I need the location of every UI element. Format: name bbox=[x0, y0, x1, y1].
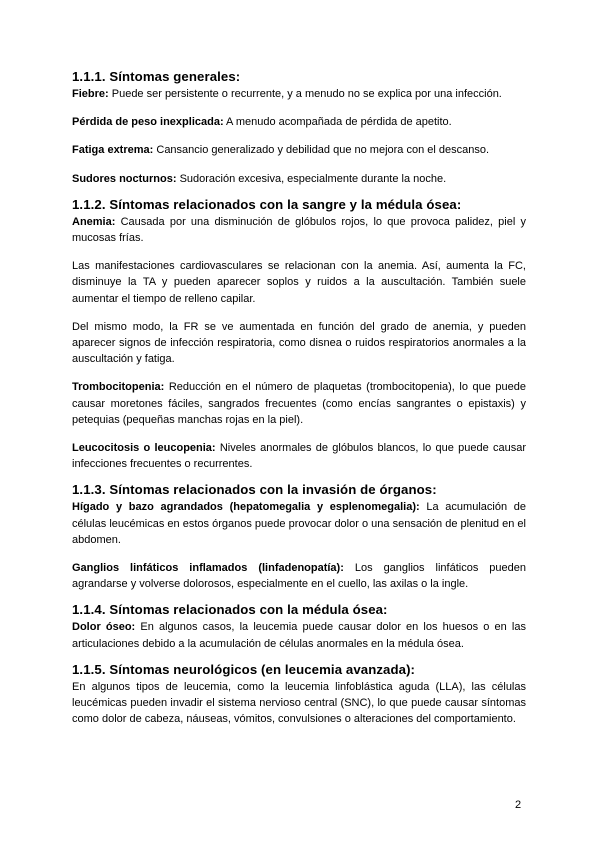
paragraph-text: En algunos casos, la leucemia puede causar dolor en los huesos o en las articulaciones debido a la acumulación de células anormales en la médula ósea. bbox=[72, 621, 526, 650]
paragraph bbox=[72, 379, 526, 428]
page-number: 2 bbox=[515, 799, 522, 811]
paragraph-text: A menudo acompañada de pérdida de apetito. bbox=[223, 116, 452, 129]
section-organ-invasion-symptoms bbox=[72, 481, 526, 592]
paragraph-text: La acumulación de células leucémicas en estos órganos puede provocar dolor o una sensación de plenitud en el abdomen. bbox=[72, 501, 527, 546]
paragraph-term: Fiebre: bbox=[72, 88, 109, 100]
paragraph-term: Sudores nocturnos: bbox=[72, 172, 177, 185]
paragraph-term: Trombocitopenia: bbox=[72, 381, 165, 394]
section-heading: 1.1.4. Síntomas relacionados con la médula ósea: bbox=[72, 602, 388, 618]
section-general-symptoms bbox=[72, 68, 526, 187]
paragraph-text: Cansancio generalizado y debilidad que no mejora con el descanso. bbox=[153, 144, 490, 157]
paragraph-text: Causada por una disminución de glóbulos rojos, lo que provoca palidez, piel y mucosas frías. bbox=[72, 215, 526, 245]
paragraph-term: Ganglios linfáticos inflamados (linfadenopatía): bbox=[72, 562, 344, 575]
section-neurological-symptoms bbox=[72, 661, 526, 728]
paragraph-text: Niveles anormales de glóbulos blancos, lo que puede causar infecciones frecuentes o recurrentes. bbox=[72, 442, 526, 471]
paragraph bbox=[72, 86, 526, 102]
paragraph-term: Hígado y bazo agrandados (hepatomegalia y esplenomegalia): bbox=[72, 501, 420, 514]
paragraph bbox=[72, 560, 526, 592]
section-heading: 1.1.3. Síntomas relacionados con la invasión de órganos: bbox=[72, 482, 437, 498]
paragraph-term: Fatiga extrema: bbox=[72, 144, 154, 157]
paragraph bbox=[72, 114, 526, 130]
paragraph bbox=[72, 679, 526, 728]
document-page bbox=[72, 68, 526, 727]
paragraph bbox=[72, 258, 526, 307]
paragraph bbox=[72, 440, 526, 472]
section-heading: 1.1.2. Síntomas relacionados con la sangre y la médula ósea: bbox=[72, 196, 462, 212]
paragraph-term: Dolor óseo: bbox=[72, 621, 136, 634]
paragraph-text: Del mismo modo, la FR se ve aumentada en función del grado de anemia, y pueden aparecer signos de infección respiratoria, como disnea o ruidos respiratorios anormales a la auscultación y fatiga. bbox=[72, 320, 526, 366]
paragraph-text: Sudoración excesiva, especialmente durante la noche. bbox=[176, 172, 447, 185]
section-blood-marrow-symptoms bbox=[72, 196, 526, 473]
paragraph-text: En algunos tipos de leucemia, como la leucemia linfoblástica aguda (LLA), las células leucémicas pueden invadir el sistema nervioso central (SNC), lo que puede causar síntomas como dolor de cabeza, náuseas, vómitos, convulsiones o alteraciones del comportamiento. bbox=[72, 680, 526, 726]
paragraph bbox=[72, 499, 526, 548]
paragraph-term: Anemia: bbox=[72, 215, 116, 228]
paragraph-text: Las manifestaciones cardiovasculares se relacionan con la anemia. Así, aumenta la FC, disminuye la TA y pueden aparecer soplos y ruidos a la auscultación. También suele aumentar el tiempo de relleno capilar. bbox=[72, 260, 526, 305]
paragraph bbox=[72, 142, 526, 158]
section-bone-marrow-symptoms bbox=[72, 601, 526, 651]
paragraph bbox=[72, 214, 526, 246]
section-heading: 1.1.1. Síntomas generales: bbox=[72, 69, 241, 84]
section-heading: 1.1.5. Síntomas neurológicos (en leucemia avanzada): bbox=[72, 661, 416, 677]
paragraph bbox=[72, 171, 526, 187]
paragraph bbox=[72, 319, 526, 368]
paragraph-text: Puede ser persistente o recurrente, y a menudo no se explica por una infección. bbox=[108, 88, 502, 100]
paragraph-term: Leucocitosis o leucopenia: bbox=[72, 442, 216, 455]
paragraph bbox=[72, 619, 526, 651]
paragraph-text: Los ganglios linfáticos pueden agrandarse y volverse dolorosos, especialmente en el cuello, las axilas o la ingle. bbox=[72, 562, 526, 591]
paragraph-text: Reducción en el número de plaquetas (trombocitopenia), lo que puede causar moretones fáciles, sangrados frecuentes (como encías sangrantes o epistaxis) y petequias (pequeñas manchas rojas en la piel). bbox=[72, 381, 526, 426]
paragraph-term: Pérdida de peso inexplicada: bbox=[72, 116, 224, 129]
